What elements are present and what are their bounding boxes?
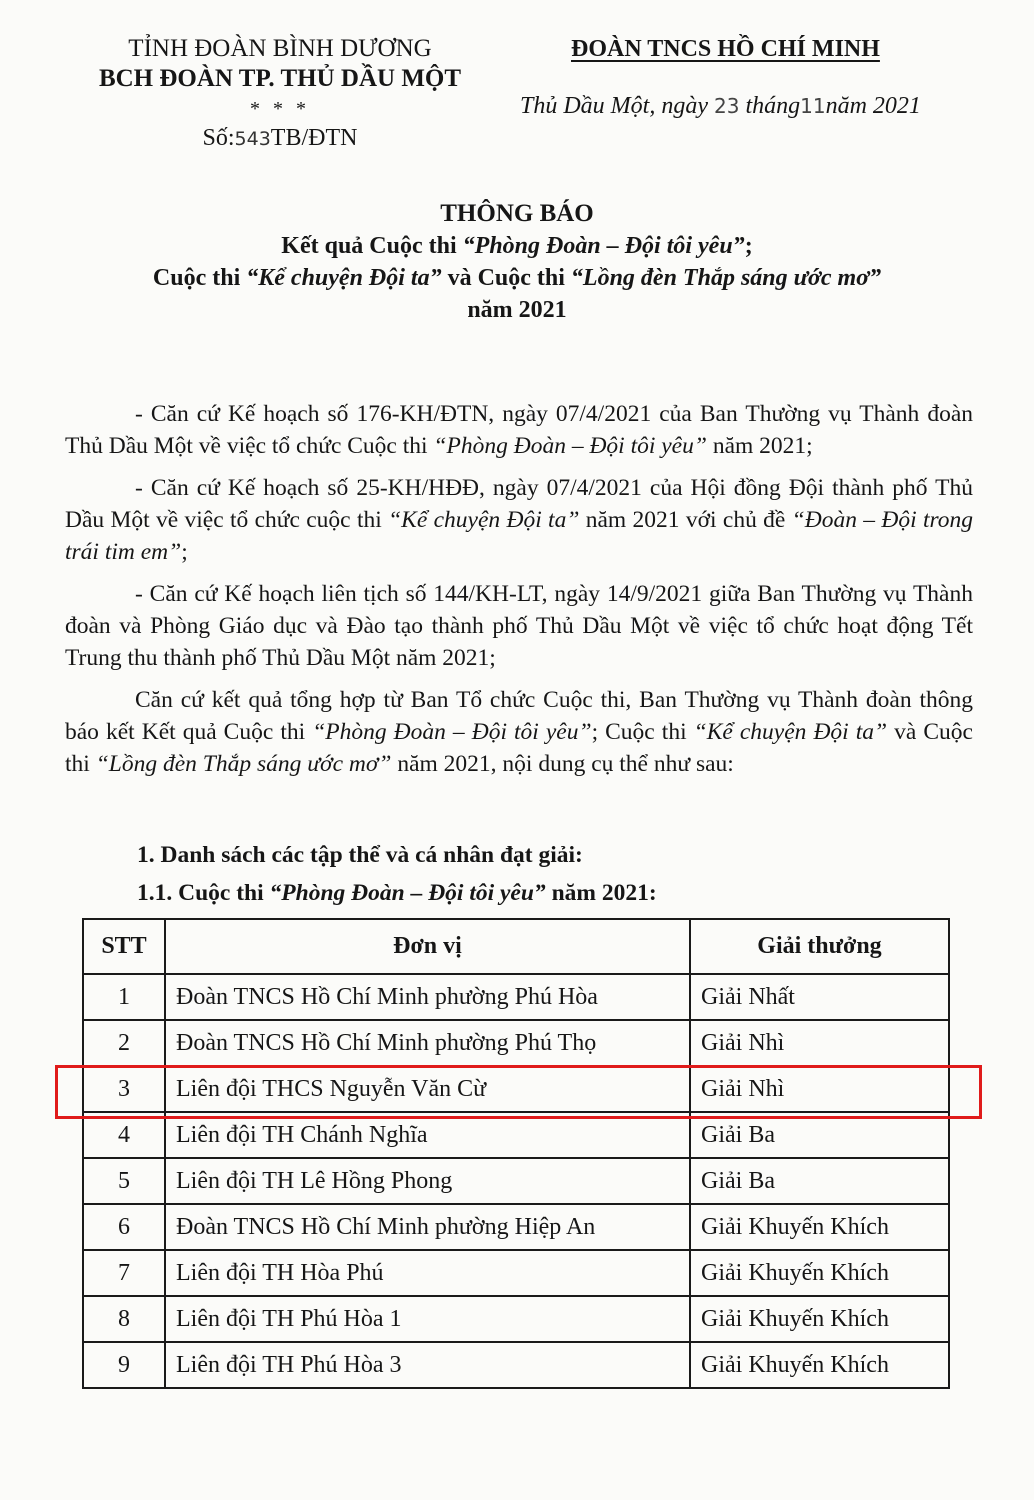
- table-row: [83, 1020, 949, 1066]
- contest-name: “Kể chuyện Đội ta”: [388, 507, 580, 533]
- table-row: [83, 974, 949, 1020]
- title-text: Cuộc thi: [152, 265, 247, 291]
- title-heading: THÔNG BÁO: [440, 200, 594, 227]
- table-row-highlighted: [83, 1066, 949, 1112]
- date-month: 11: [800, 94, 826, 118]
- cell-stt: 8: [83, 1296, 165, 1342]
- text: - Căn cứ Kế hoạch số 176-KH/ĐTN, ngày 07/4/2021 của Ban Thường vụ Thành đoàn Thủ Dầu Một về việc tổ chức Cuộc thi: [65, 401, 973, 459]
- column-header-prize: Giải thưởng: [690, 919, 949, 974]
- title-text: và Cuộc thi: [441, 265, 571, 291]
- title-contest-name: “Kể chuyện Đội ta”: [246, 265, 442, 291]
- cell-stt: 6: [83, 1204, 165, 1250]
- cell-prize: Giải Nhất: [690, 974, 949, 1020]
- cell-stt: 2: [83, 1020, 165, 1066]
- column-header-stt: STT: [83, 919, 165, 974]
- number-handwritten: 543: [234, 128, 271, 150]
- text: và Cuộc thi: [65, 719, 973, 777]
- cell-unit: Liên đội TH Phú Hòa 1: [165, 1296, 690, 1342]
- cell-prize: Giải Khuyến Khích: [690, 1342, 949, 1388]
- table-row: [83, 1296, 949, 1342]
- paragraph-basis-3: - Căn cứ Kế hoạch liên tịch số 144/KH-LT, ngày 14/9/2021 giữa Ban Thường vụ Thành đoàn và Phòng Giáo dục và Đào tạo thành phố Thủ Dầu Một về việc tổ chức hoạt động Tết Trung thu thành phố Thủ Dầu Một năm 2021;: [65, 581, 973, 671]
- section-heading-1-1: [137, 880, 657, 907]
- date-prefix: Thủ Dầu Một, ngày: [520, 93, 714, 119]
- document-body: [65, 398, 973, 786]
- text: năm 2021 với chủ đề: [579, 507, 792, 533]
- cell-unit: Liên đội TH Lê Hồng Phong: [165, 1158, 690, 1204]
- cell-unit: Đoàn TNCS Hồ Chí Minh phường Hiệp An: [165, 1204, 690, 1250]
- cell-unit: Liên đội TH Phú Hòa 3: [165, 1342, 690, 1388]
- column-header-unit: Đơn vị: [165, 919, 690, 974]
- separator-stars: * * *: [250, 98, 310, 120]
- cell-prize: Giải Khuyến Khích: [690, 1250, 949, 1296]
- cell-prize: Giải Nhì: [690, 1020, 949, 1066]
- cell-stt: 1: [83, 974, 165, 1020]
- text: Căn cứ kết quả tổng hợp từ Ban Tổ chức Cuộc thi, Ban Thường vụ Thành đoàn thông báo kết Kết quả Cuộc thi: [65, 687, 973, 745]
- org-date-block: [520, 36, 1000, 120]
- table-row: [83, 1204, 949, 1250]
- org-name: ĐOÀN TNCS HỒ CHÍ MINH: [571, 36, 880, 62]
- cell-stt: 7: [83, 1250, 165, 1296]
- title-line-3: năm 2021: [467, 297, 567, 323]
- cell-prize: Giải Ba: [690, 1158, 949, 1204]
- cell-prize: Giải Khuyến Khích: [690, 1296, 949, 1342]
- awards-table: [82, 918, 950, 1389]
- paragraph-basis-4: [65, 684, 973, 780]
- cell-prize: Giải Nhì: [690, 1066, 949, 1112]
- text: 1.1. Cuộc thi: [137, 880, 270, 906]
- month-label: tháng: [739, 93, 801, 119]
- table-row: [83, 1158, 949, 1204]
- cell-stt: 9: [83, 1342, 165, 1388]
- cell-stt: 4: [83, 1112, 165, 1158]
- contest-name: “Phòng Đoàn – Đội tôi yêu”: [269, 880, 546, 906]
- text: - Căn cứ Kế hoạch số 25-KH/HĐĐ, ngày 07/4/2021 của Hội đồng Đội thành phố Thủ Dầu Một về việc tổ chức cuộc thi: [65, 475, 973, 533]
- document-date: [520, 93, 1000, 120]
- table-header-row: [83, 919, 949, 974]
- title-line-1: [0, 230, 1034, 262]
- section-heading-1: 1. Danh sách các tập thể và cá nhân đạt giải:: [137, 842, 583, 868]
- number-prefix: Số:: [202, 125, 235, 151]
- cell-unit: Liên đội TH Hòa Phú: [165, 1250, 690, 1296]
- cell-unit: Liên đội THCS Nguyễn Văn Cừ: [165, 1066, 690, 1112]
- text: năm 2021:: [545, 880, 657, 906]
- title-contest-name: “Lồng đèn Thắp sáng ước mơ”: [570, 265, 882, 291]
- paragraph-basis-2: [65, 472, 973, 568]
- date-day: 23: [714, 94, 740, 118]
- issuer-block: [60, 34, 500, 155]
- cell-unit: Đoàn TNCS Hồ Chí Minh phường Phú Thọ: [165, 1020, 690, 1066]
- contest-name: “Kể chuyện Đội ta”: [693, 719, 888, 745]
- cell-stt: 5: [83, 1158, 165, 1204]
- cell-stt: 3: [83, 1066, 165, 1112]
- document-number: [60, 122, 500, 155]
- number-suffix: TB/ĐTN: [270, 125, 358, 151]
- theme-name: “Đoàn – Đội trong trái tim em”: [65, 507, 974, 565]
- text: ; Cuộc thi: [591, 719, 694, 745]
- title-text: ;: [744, 233, 753, 259]
- cell-unit: Đoàn TNCS Hồ Chí Minh phường Phú Hòa: [165, 974, 690, 1020]
- text: năm 2021, nội dung cụ thể như sau:: [391, 751, 734, 777]
- issuer-committee: BCH ĐOÀN TP. THỦ DẦU MỘT: [98, 65, 462, 92]
- cell-unit: Liên đội TH Chánh Nghĩa: [165, 1112, 690, 1158]
- contest-name: “Phòng Đoàn – Đội tôi yêu”: [312, 719, 592, 745]
- table-row: [83, 1112, 949, 1158]
- text: năm 2021;: [706, 433, 813, 459]
- cell-prize: Giải Ba: [690, 1112, 949, 1158]
- issuer-province: TỈNH ĐOÀN BÌNH DƯƠNG: [128, 35, 432, 62]
- title-line-2: [0, 262, 1034, 294]
- title-contest-name: “Phòng Đoàn – Đội tôi yêu”: [462, 233, 745, 259]
- title-text: Kết quả Cuộc thi: [281, 233, 463, 259]
- paragraph-basis-1: [65, 398, 973, 462]
- table-row: [83, 1342, 949, 1388]
- text: ;: [181, 539, 188, 565]
- year-label: năm 2021: [825, 93, 921, 119]
- cell-prize: Giải Khuyến Khích: [690, 1204, 949, 1250]
- contest-name: “Phòng Đoàn – Đội tôi yêu”: [433, 433, 707, 459]
- contest-name: “Lồng đèn Thắp sáng ước mơ”: [95, 751, 392, 777]
- table-row: [83, 1250, 949, 1296]
- document-title: [0, 198, 1034, 326]
